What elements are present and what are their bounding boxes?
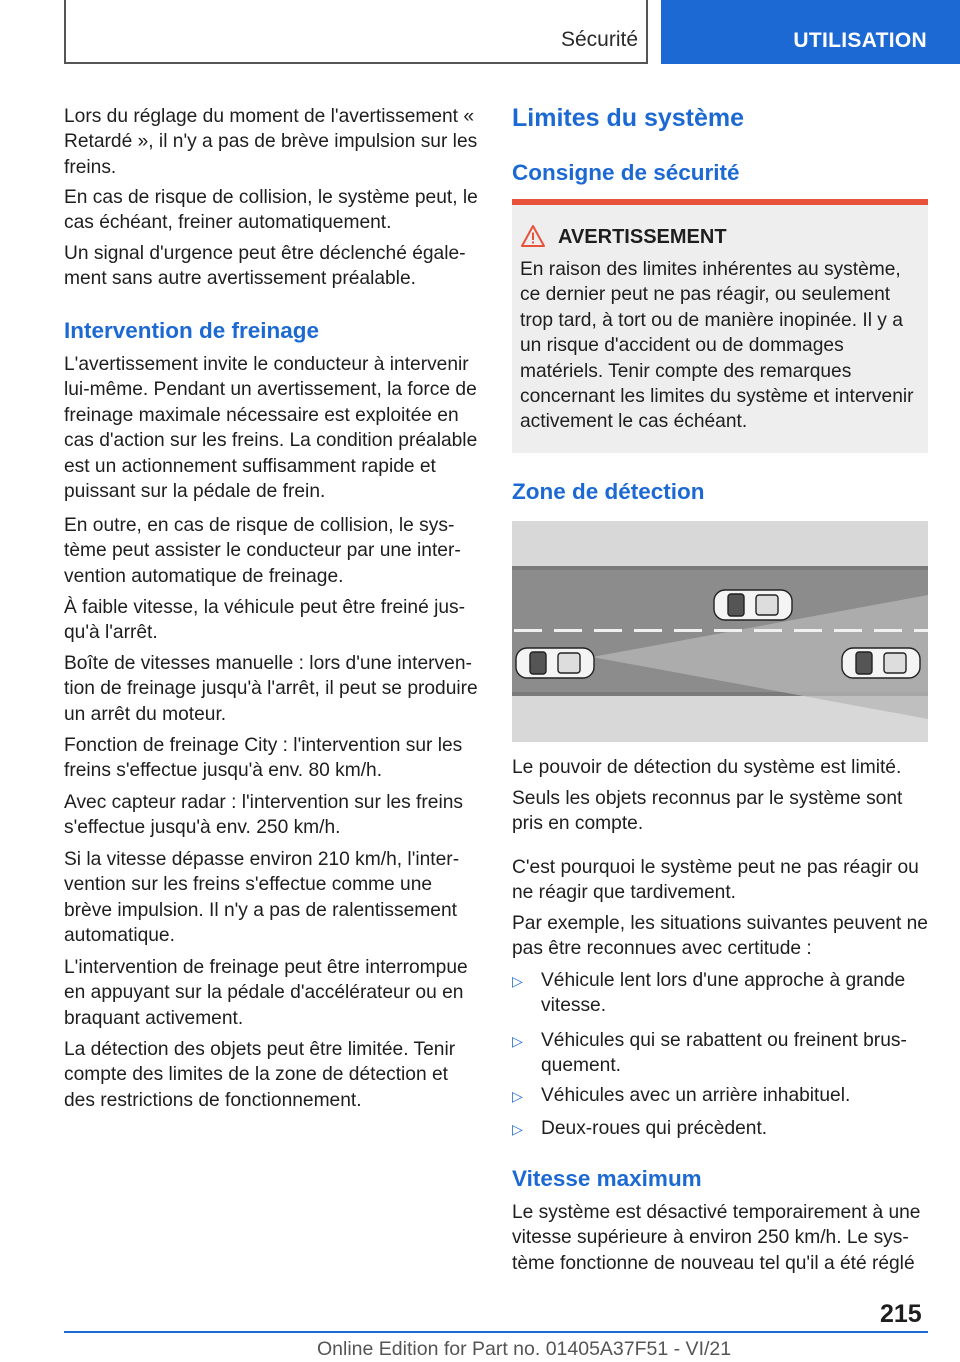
car-left-icon: [516, 648, 594, 678]
left-paragraph-6: À faible vitesse, la véhicule peut être freiné jusqu'à l'arrêt.: [64, 597, 466, 644]
warning-triangle-icon: [520, 224, 546, 248]
left-paragraph-11: L'intervention de freinage peut être interrompue en appuyant sur la pédale d'accélérateur ou en braquant activement.: [64, 957, 468, 1029]
detection-zone-illustration: [512, 521, 928, 742]
bullet-icon: ▷: [512, 1121, 523, 1137]
right-paragraph-3: C'est pourquoi le système peut ne pas réagir ou ne réagir que tardivement.: [512, 857, 919, 904]
heading-max-speed: Vitesse maximum: [512, 1166, 702, 1191]
list-item: Véhicules qui se rabattent ou freinent brusquement.: [541, 1030, 907, 1077]
header-chapter-title: UTILISATION: [793, 29, 927, 52]
left-paragraph-9: Avec capteur radar : l'intervention sur les freins s'effectue jusqu'à env. 250 km/h.: [64, 792, 463, 839]
left-paragraph-5: En outre, en cas de risque de collision, le système peut assister le conducteur par une intervention automatique de freinage.: [64, 515, 461, 587]
footer-edition: Online Edition for Part no. 01405A37F51 - VI/21: [317, 1338, 732, 1360]
left-paragraph-1: Lors du réglage du moment de l'avertissement « Retardé », il n'y a pas de brève impulsion sur les freins.: [64, 106, 478, 178]
car-upper-icon: [714, 590, 792, 620]
left-paragraph-7: Boîte de vitesses manuelle : lors d'une intervention de freinage jusqu'à l'arrêt, il peut se produire un arrêt du moteur.: [64, 653, 478, 725]
bullet-icon: ▷: [512, 973, 523, 989]
heading-detection-zone: Zone de détection: [512, 479, 705, 504]
heading-intervention: Intervention de freinage: [64, 318, 320, 343]
left-paragraph-2: En cas de risque de collision, le système peut, le cas échéant, freiner automatiquement.: [64, 187, 478, 234]
bullet-icon: ▷: [512, 1033, 523, 1049]
left-paragraph-4: L'avertissement invite le conducteur à intervenir lui-même. Pendant un avertissement, la force de freinage maximale nécessaire est exploitée en cas d'action sur les freins. La condition préalable est un actionnement suffisamment rapide et puissant sur la pédale de frein.: [64, 354, 478, 503]
left-paragraph-3: Un signal d'urgence peut être déclenché également sans autre avertissement préalable.: [64, 243, 466, 290]
list-item: Deux-roues qui précèdent.: [541, 1118, 768, 1139]
right-paragraph-2: Seuls les objets reconnus par le système sont pris en compte.: [512, 788, 903, 835]
right-paragraph-1: Le pouvoir de détection du système est limité.: [512, 757, 902, 778]
left-paragraph-12: La détection des objets peut être limitée. Tenir compte des limites de la zone de détection et des restrictions de fonctionnement.: [64, 1039, 456, 1111]
warning-title: AVERTISSEMENT: [558, 226, 727, 248]
car-right-icon: [842, 648, 920, 678]
left-paragraph-8: Fonction de freinage City : l'intervention sur les freins s'effectue jusqu'à env. 80 km/h.: [64, 735, 463, 782]
left-paragraph-10: Si la vitesse dépasse environ 210 km/h, l'intervention sur les freins s'effectue comme une brève impulsion. Il n'y a pas de ralentissement automatique.: [64, 849, 460, 947]
warning-text: En raison des limites inhérentes au système, ce dernier peut ne pas réagir, ou seulement trop tard, à tort ou de manière inopinée. Il y a un risque d'accident ou de dommages matériels. Tenir compte des remarques concernant les limites du système et intervenir activement le cas échéant.: [520, 259, 914, 433]
list-item: Véhicules avec un arrière inhabituel.: [541, 1085, 851, 1106]
footer-rule: [64, 1331, 928, 1333]
header-chapter-tab: [661, 0, 960, 64]
heading-system-limits: Limites du système: [512, 104, 745, 132]
header-section-title: Sécurité: [561, 28, 639, 51]
page-number: 215: [880, 1300, 922, 1328]
heading-safety-note: Consigne de sécurité: [512, 160, 740, 185]
right-paragraph-4: Par exemple, les situations suivantes peuvent ne pas être reconnues avec certitude :: [512, 913, 928, 960]
right-paragraph-5: Le système est désactivé temporairement à une vitesse supérieure à environ 250 km/h. Le système fonctionne de nouveau tel qu'il a été réglé: [512, 1202, 921, 1274]
bullet-icon: ▷: [512, 1088, 523, 1104]
list-item: Véhicule lent lors d'une approche à grande vitesse.: [541, 970, 906, 1017]
